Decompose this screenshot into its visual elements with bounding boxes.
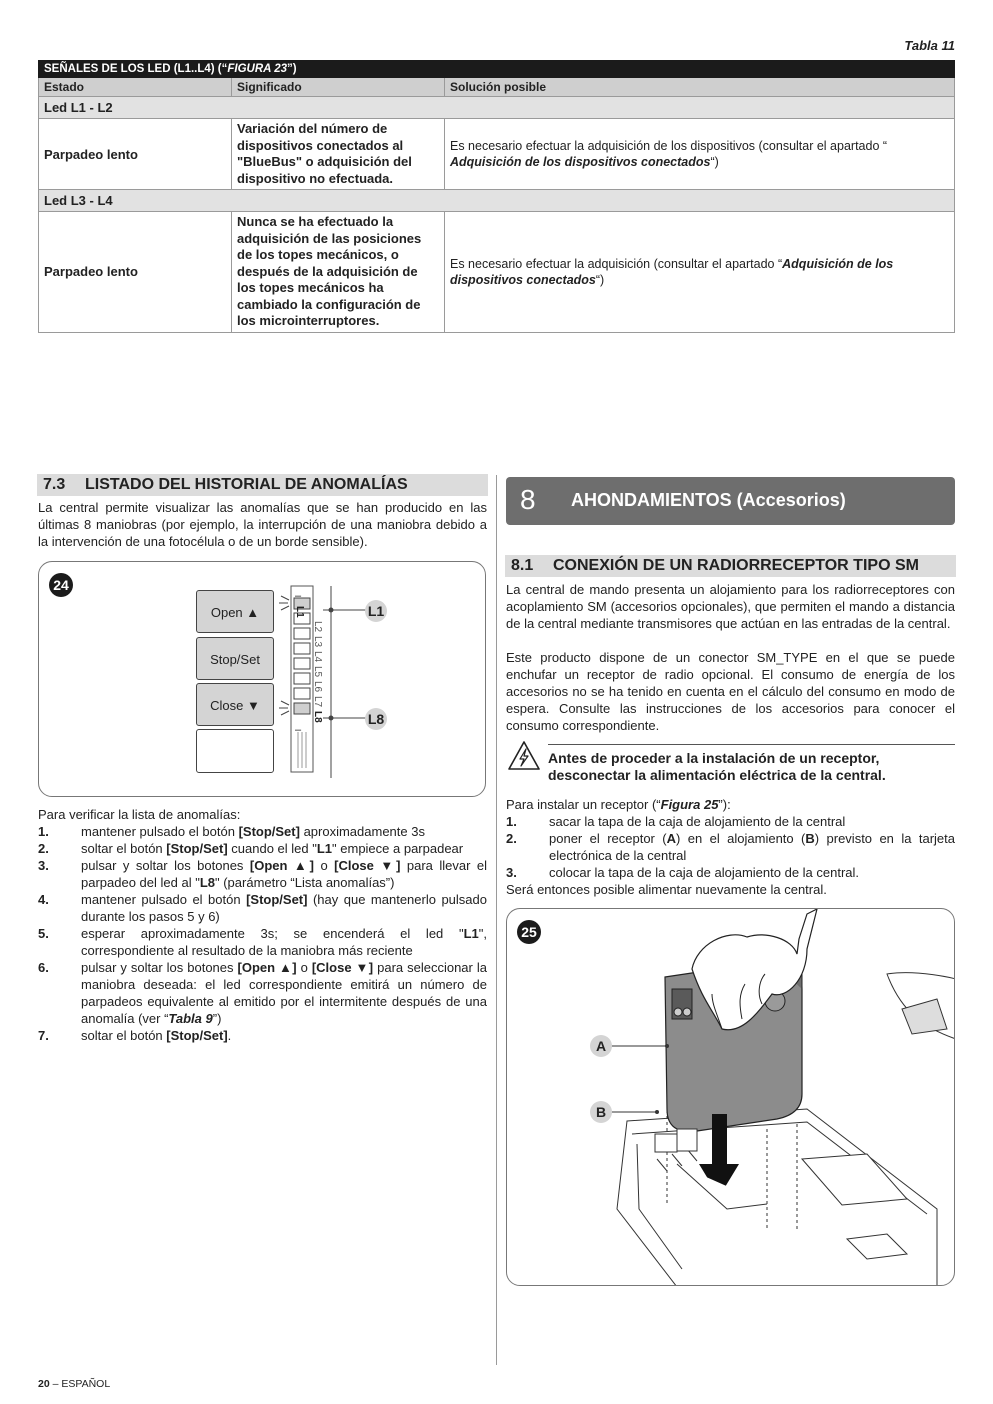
step-text: esperar aproximadamente 3s; se encenderá el led "L1", correspondiente al resultado de la maniobra más reciente [81, 926, 487, 958]
chapter-number: 8 [520, 484, 536, 515]
list-item [38, 1027, 487, 1044]
callout-a: A [590, 1035, 612, 1057]
step-number: 7. [38, 1028, 49, 1043]
led-label-dash-bottom: – [295, 724, 302, 736]
step-number: 1. [506, 814, 517, 829]
column-header-estado: Estado [39, 78, 232, 97]
callout-b: B [590, 1101, 612, 1123]
led-label-l3: L3 [312, 636, 323, 648]
step-number: 6. [38, 960, 49, 975]
step-text: sacar la tapa de la caja de alojamiento de la central [549, 814, 846, 829]
led-label-l4: L4 [312, 651, 323, 663]
step-text: pulsar y soltar los botones [Open ▲] o [Close ▼] para seleccionar la maniobra deseada: el led correspondiente emitirá un número de parpadeos equivalente al emitido por el intermitente después de una anomalía (ver “Tabla 9”) [81, 960, 487, 1026]
section-number: 8.1 [511, 557, 534, 574]
table-caption: Tabla 11 [904, 38, 955, 53]
steps-intro: Para instalar un receptor (“Figura 25”): [506, 797, 731, 812]
electric-hazard-icon [507, 740, 541, 772]
led-label-l6: L6 [312, 681, 323, 693]
close-button[interactable]: Close ▼ [196, 683, 274, 726]
cell-estado: Parpadeo lento [39, 212, 232, 333]
section-8-1-steps [506, 796, 955, 898]
warning-text: Antes de proceder a la instalación de un receptor, desconectar la alimentación eléctrica de la central. [548, 750, 886, 783]
open-button[interactable]: Open ▲ [196, 590, 274, 633]
cell-solucion: Es necesario efectuar la adquisición (consultar el apartado “Adquisición de los dispositivos conectados“) [445, 212, 955, 333]
blank-button[interactable] [196, 729, 274, 773]
list-item [38, 840, 487, 857]
figure-24 [38, 561, 486, 797]
column-header-significado: Significado [232, 78, 445, 97]
cell-estado: Parpadeo lento [39, 119, 232, 190]
step-text: poner el receptor (A) en el alojamiento (B) previsto en la tarjeta electrónica de la central [549, 831, 955, 863]
section-title: CONEXIÓN DE UN RADIORRECEPTOR TIPO SM [553, 557, 919, 574]
section-7-3-heading [37, 474, 488, 496]
section-8-1-para1: La central de mando presenta un alojamiento para los radiorreceptores con acoplamiento SM (accesorios opcionales), que permiten el mando a distancia de la central mediante transmisores que actúan en las entradas de la central. [506, 582, 955, 631]
section-title: LISTADO DEL HISTORIAL DE ANOMALÍAS [85, 476, 408, 493]
steps-intro: Para verificar la lista de anomalías: [38, 807, 241, 822]
list-item [38, 891, 487, 925]
list-item [38, 959, 487, 1027]
step-number: 3. [506, 865, 517, 880]
table-group-label: Led L1 - L2 [39, 97, 955, 119]
cell-significado: Nunca se ha efectuado la adquisición de las posiciones de los topes mecánicos, o después de la adquisición de los topes mecánicos ha cambiado la configuración de los microinterruptores. [232, 212, 445, 333]
led-label-l8: L8 [312, 711, 323, 723]
step-number: 1. [38, 824, 49, 839]
stop-set-button[interactable]: Stop/Set [196, 637, 274, 680]
led-label-dash-top: – [295, 590, 302, 602]
figure-number-badge: 25 [517, 920, 541, 944]
figure-25 [506, 908, 955, 1286]
section-8-1-para2: Este producto dispone de un conector SM_TYPE en el que se puede enchufar un receptor de radio opcional. El consumo de energía de los accesorios no se ha tenido en cuenta en el cálculo del consumo en modo de espera. Consulte las instrucciones de los accesorios para conocer el consumo correspondiente. [506, 650, 955, 733]
led-label-l1: L1 [294, 606, 305, 618]
section-8-1-heading [505, 555, 956, 577]
page-number: 20 [38, 1378, 50, 1390]
step-number: 3. [38, 858, 49, 873]
step-text: soltar el botón [Stop/Set]. [81, 1028, 232, 1043]
table-row [39, 119, 955, 190]
list-item [38, 857, 487, 891]
led-signals-table [38, 60, 955, 333]
chapter-8-banner [506, 477, 955, 525]
cell-significado: Variación del número de dispositivos conectados al "BlueBus" o adquisición del dispositivo no efectuada. [232, 119, 445, 190]
closing-text: Será entonces posible alimentar nuevamente la central. [506, 882, 827, 897]
callout-l1: L1 [365, 600, 387, 622]
section-number: 7.3 [43, 476, 66, 493]
step-text: mantener pulsado el botón [Stop/Set] (hay que mantenerlo pulsado durante los pasos 5 y 6) [81, 892, 487, 924]
table-title: SEÑALES DE LOS LED (L1..L4) (“FIGURA 23”) [39, 61, 955, 78]
warning-rule [548, 744, 955, 745]
list-item [506, 813, 955, 830]
step-number: 2. [38, 841, 49, 856]
receptor-installation-illustration [507, 909, 955, 1286]
table-group-label: Led L3 - L4 [39, 190, 955, 212]
figure-number-badge: 24 [49, 573, 73, 597]
chapter-title: AHONDAMIENTOS (Accesorios) [571, 490, 846, 510]
list-item [38, 823, 487, 840]
step-number: 5. [38, 926, 49, 941]
cell-solucion: Es necesario efectuar la adquisición de los dispositivos (consultar el apartado “ Adquisición de los dispositivos conectados“) [445, 119, 955, 190]
column-header-solucion: Solución posible [445, 78, 955, 97]
section-7-3-steps [38, 806, 487, 1044]
step-text: mantener pulsado el botón [Stop/Set] aproximadamente 3s [81, 824, 425, 839]
step-text: pulsar y soltar los botones [Open ▲] o [Close ▼] para llevar el parpadeo del led al "L8" (parámetro “Lista anomalías”) [81, 858, 487, 890]
footer-language: – ESPAÑOL [49, 1378, 111, 1390]
step-text: soltar el botón [Stop/Set] cuando el led "L1" empiece a parpadear [81, 841, 464, 856]
led-label-l7: L7 [312, 696, 323, 708]
page-footer [38, 1378, 110, 1390]
step-number: 4. [38, 892, 49, 907]
step-number: 2. [506, 831, 517, 846]
led-label-l5: L5 [312, 666, 323, 678]
list-item [38, 925, 487, 959]
section-7-3-intro: La central permite visualizar las anomalías que se han producido en las últimas 8 maniobras (por ejemplo, la interrupción de una maniobra debido a la intervención de una fotocélula o de un borde sensible). [38, 500, 487, 549]
step-text: colocar la tapa de la caja de alojamiento de la central. [549, 865, 860, 880]
led-label-l2: L2 [312, 621, 323, 633]
column-divider [496, 475, 497, 1365]
list-item [506, 864, 955, 881]
table-row [39, 212, 955, 333]
callout-l8: L8 [365, 708, 387, 730]
list-item [506, 830, 955, 864]
